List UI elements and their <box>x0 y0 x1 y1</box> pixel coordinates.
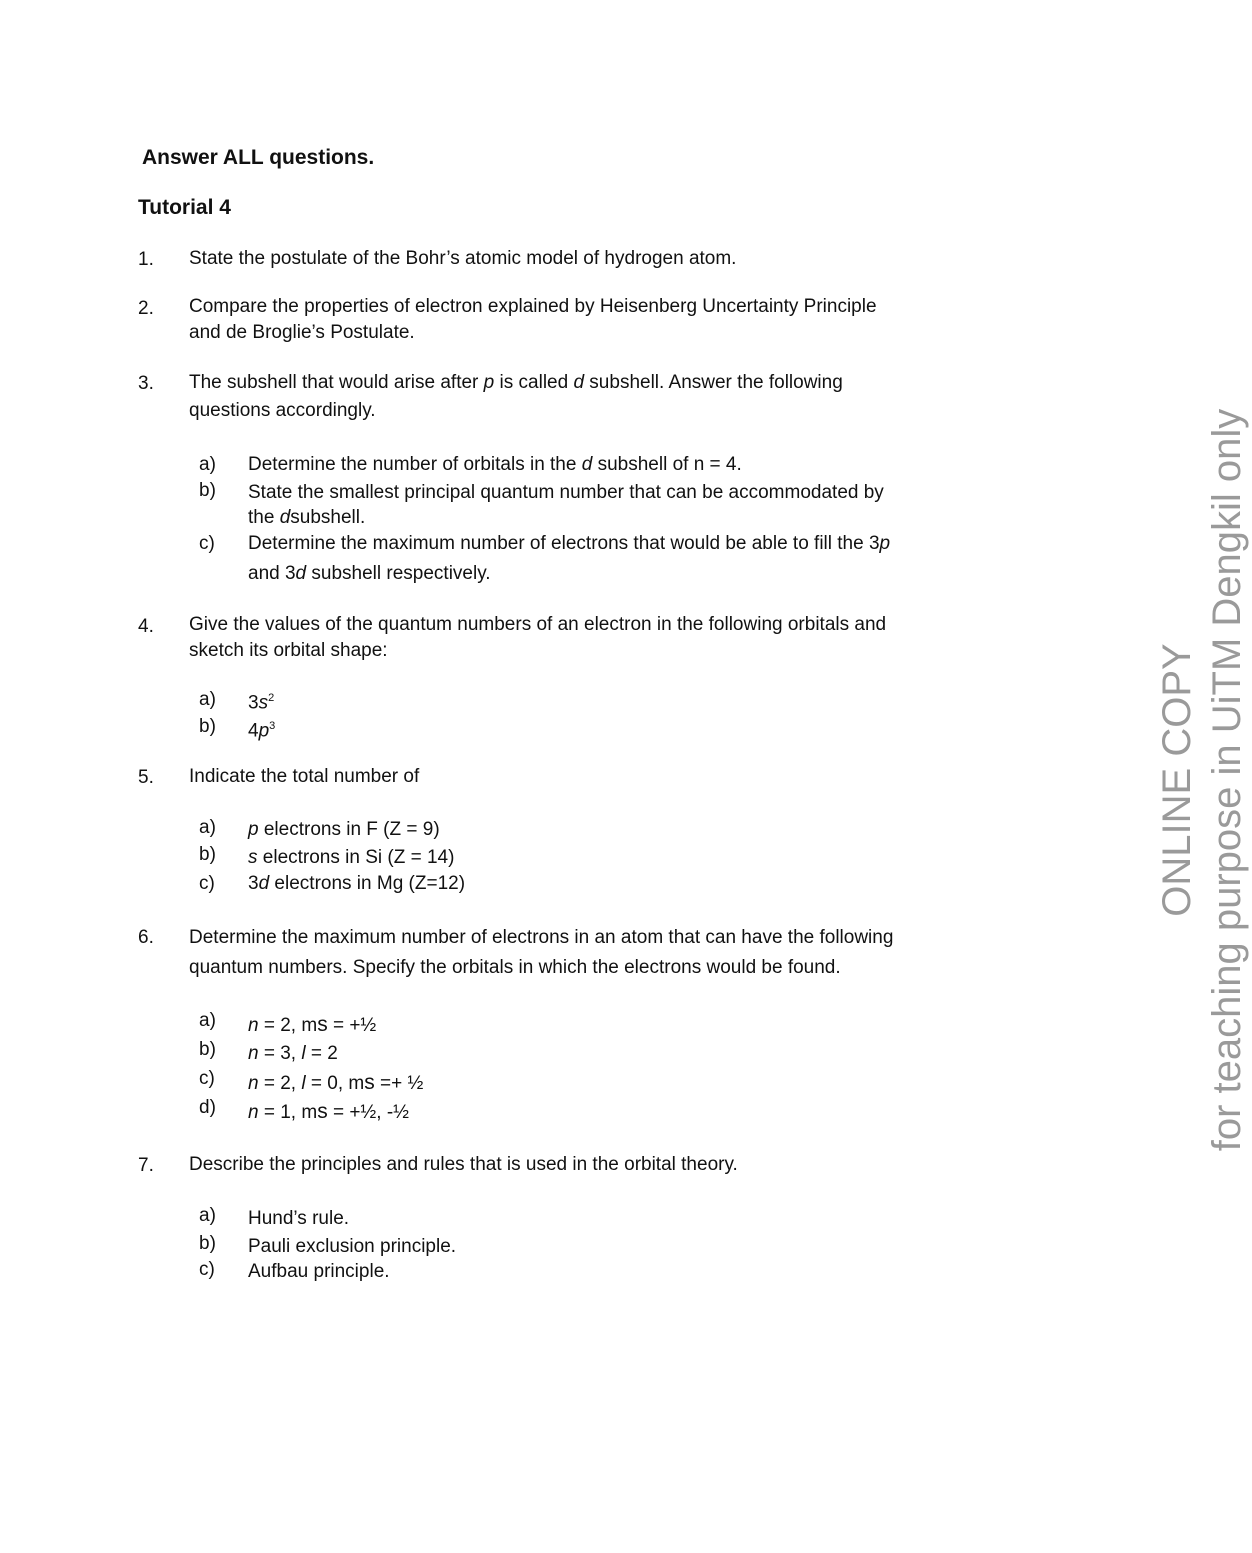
sub-question-text <box>248 452 1008 477</box>
question-line: Compare the properties of electron explained by Heisenberg Uncertainty Principle <box>189 296 877 317</box>
sub-question-line: s electrons in Si (Z = 14) <box>248 847 455 868</box>
question-number: 2. <box>138 298 154 319</box>
sub-question-label: b) <box>199 480 216 501</box>
question-number: 6. <box>138 927 154 948</box>
sub-question-label: a) <box>199 454 216 475</box>
sub-question-label: b) <box>199 1039 216 1060</box>
tutorial-title: Tutorial 4 <box>138 196 231 219</box>
question-line: Indicate the total number of <box>189 766 420 787</box>
instruction-heading: Answer ALL questions. <box>142 146 375 169</box>
sub-question-label: a) <box>199 1205 216 1226</box>
sub-question-line: and 3d subshell respectively. <box>248 563 491 584</box>
sub-question-text <box>248 1041 1008 1066</box>
sub-question-text <box>248 1259 1008 1284</box>
sub-question-line: $3s^2$ <box>248 692 275 714</box>
question-text <box>189 923 1009 983</box>
watermark-line-2: for teaching purpose in UiTM Dengkil only <box>1205 408 1249 1152</box>
sub-question-line: n = 1, ms = +½, -½ <box>248 1100 410 1123</box>
sub-question-label: d) <box>199 1097 216 1118</box>
question-number: 1. <box>138 249 154 270</box>
sub-question-label: c) <box>199 533 215 554</box>
question-line: quantum numbers. Specify the orbitals in which the electrons would be found. <box>189 957 841 978</box>
sub-question-label: c) <box>199 1068 215 1089</box>
sub-question-line: Determine the number of orbitals in the d subshell of n = 4. <box>248 454 742 475</box>
question-number: 3. <box>138 373 154 394</box>
sub-question-text <box>248 714 1008 743</box>
sub-question-line: n = 3, l = 2 <box>248 1043 338 1064</box>
question-line: Give the values of the quantum numbers of an electron in the following orbitals and <box>189 614 887 635</box>
sub-question-text <box>248 1099 1008 1125</box>
question-number: 5. <box>138 767 154 788</box>
sub-question-text <box>248 1206 1008 1231</box>
question-line: questions accordingly. <box>189 400 376 421</box>
sub-question-text <box>248 817 1008 842</box>
sub-question-line: n = 2, ms = +½ <box>248 1013 377 1036</box>
question-number: 7. <box>138 1155 154 1176</box>
question-text <box>189 612 1009 664</box>
question-text <box>189 245 1009 272</box>
sub-question-line: Hund’s rule. <box>248 1208 350 1229</box>
question-number: 4. <box>138 616 154 637</box>
question-text <box>189 763 1009 790</box>
question-text <box>189 1151 1009 1178</box>
sub-question-line: 3d electrons in Mg (Z=12) <box>248 873 466 894</box>
sub-question-text <box>248 1070 1008 1096</box>
sub-question-label: a) <box>199 1010 216 1031</box>
sub-question-line: the dsubshell. <box>248 507 366 528</box>
question-line: Describe the principles and rules that is used in the orbital theory. <box>189 1154 738 1175</box>
sub-question-text <box>248 686 1008 715</box>
sub-question-line: n = 2, l = 0, ms =+ ½ <box>248 1071 424 1094</box>
sub-question-label: a) <box>199 689 216 710</box>
sub-question-label: b) <box>199 716 216 737</box>
question-line: State the postulate of the Bohr’s atomic model of hydrogen atom. <box>189 248 737 269</box>
question-text <box>189 294 1009 346</box>
sub-question-line: Determine the maximum number of electrons that would be able to fill the 3p <box>248 533 891 554</box>
sub-question-text <box>248 1234 1008 1259</box>
sub-question-label: c) <box>199 1259 215 1280</box>
watermark <box>1152 409 1252 1152</box>
sub-question-text <box>248 480 1008 530</box>
sub-question-line: p electrons in F (Z = 9) <box>248 819 440 840</box>
question-line: sketch its orbital shape: <box>189 640 388 661</box>
sub-question-label: a) <box>199 817 216 838</box>
sub-question-text <box>248 529 1008 589</box>
sub-question-label: b) <box>199 844 216 865</box>
sub-question-line: Aufbau principle. <box>248 1261 390 1282</box>
sub-question-text <box>248 871 1008 896</box>
sub-question-text <box>248 845 1008 870</box>
question-line: and de Broglie’s Postulate. <box>189 322 415 343</box>
question-line: The subshell that would arise after p is called d subshell. Answer the following <box>189 372 843 393</box>
sub-question-line: State the smallest principal quantum number that can be accommodated by <box>248 482 884 503</box>
watermark-line-1: ONLINE COPY <box>1155 643 1199 917</box>
sub-question-line: Pauli exclusion principle. <box>248 1236 457 1257</box>
sub-question-line: $4p^3$ <box>248 720 276 742</box>
question-line: Determine the maximum number of electrons in an atom that can have the following <box>189 927 894 948</box>
sub-question-text <box>248 1012 1008 1038</box>
sub-question-label: c) <box>199 873 215 894</box>
sub-question-label: b) <box>199 1233 216 1254</box>
question-text <box>189 369 1009 425</box>
